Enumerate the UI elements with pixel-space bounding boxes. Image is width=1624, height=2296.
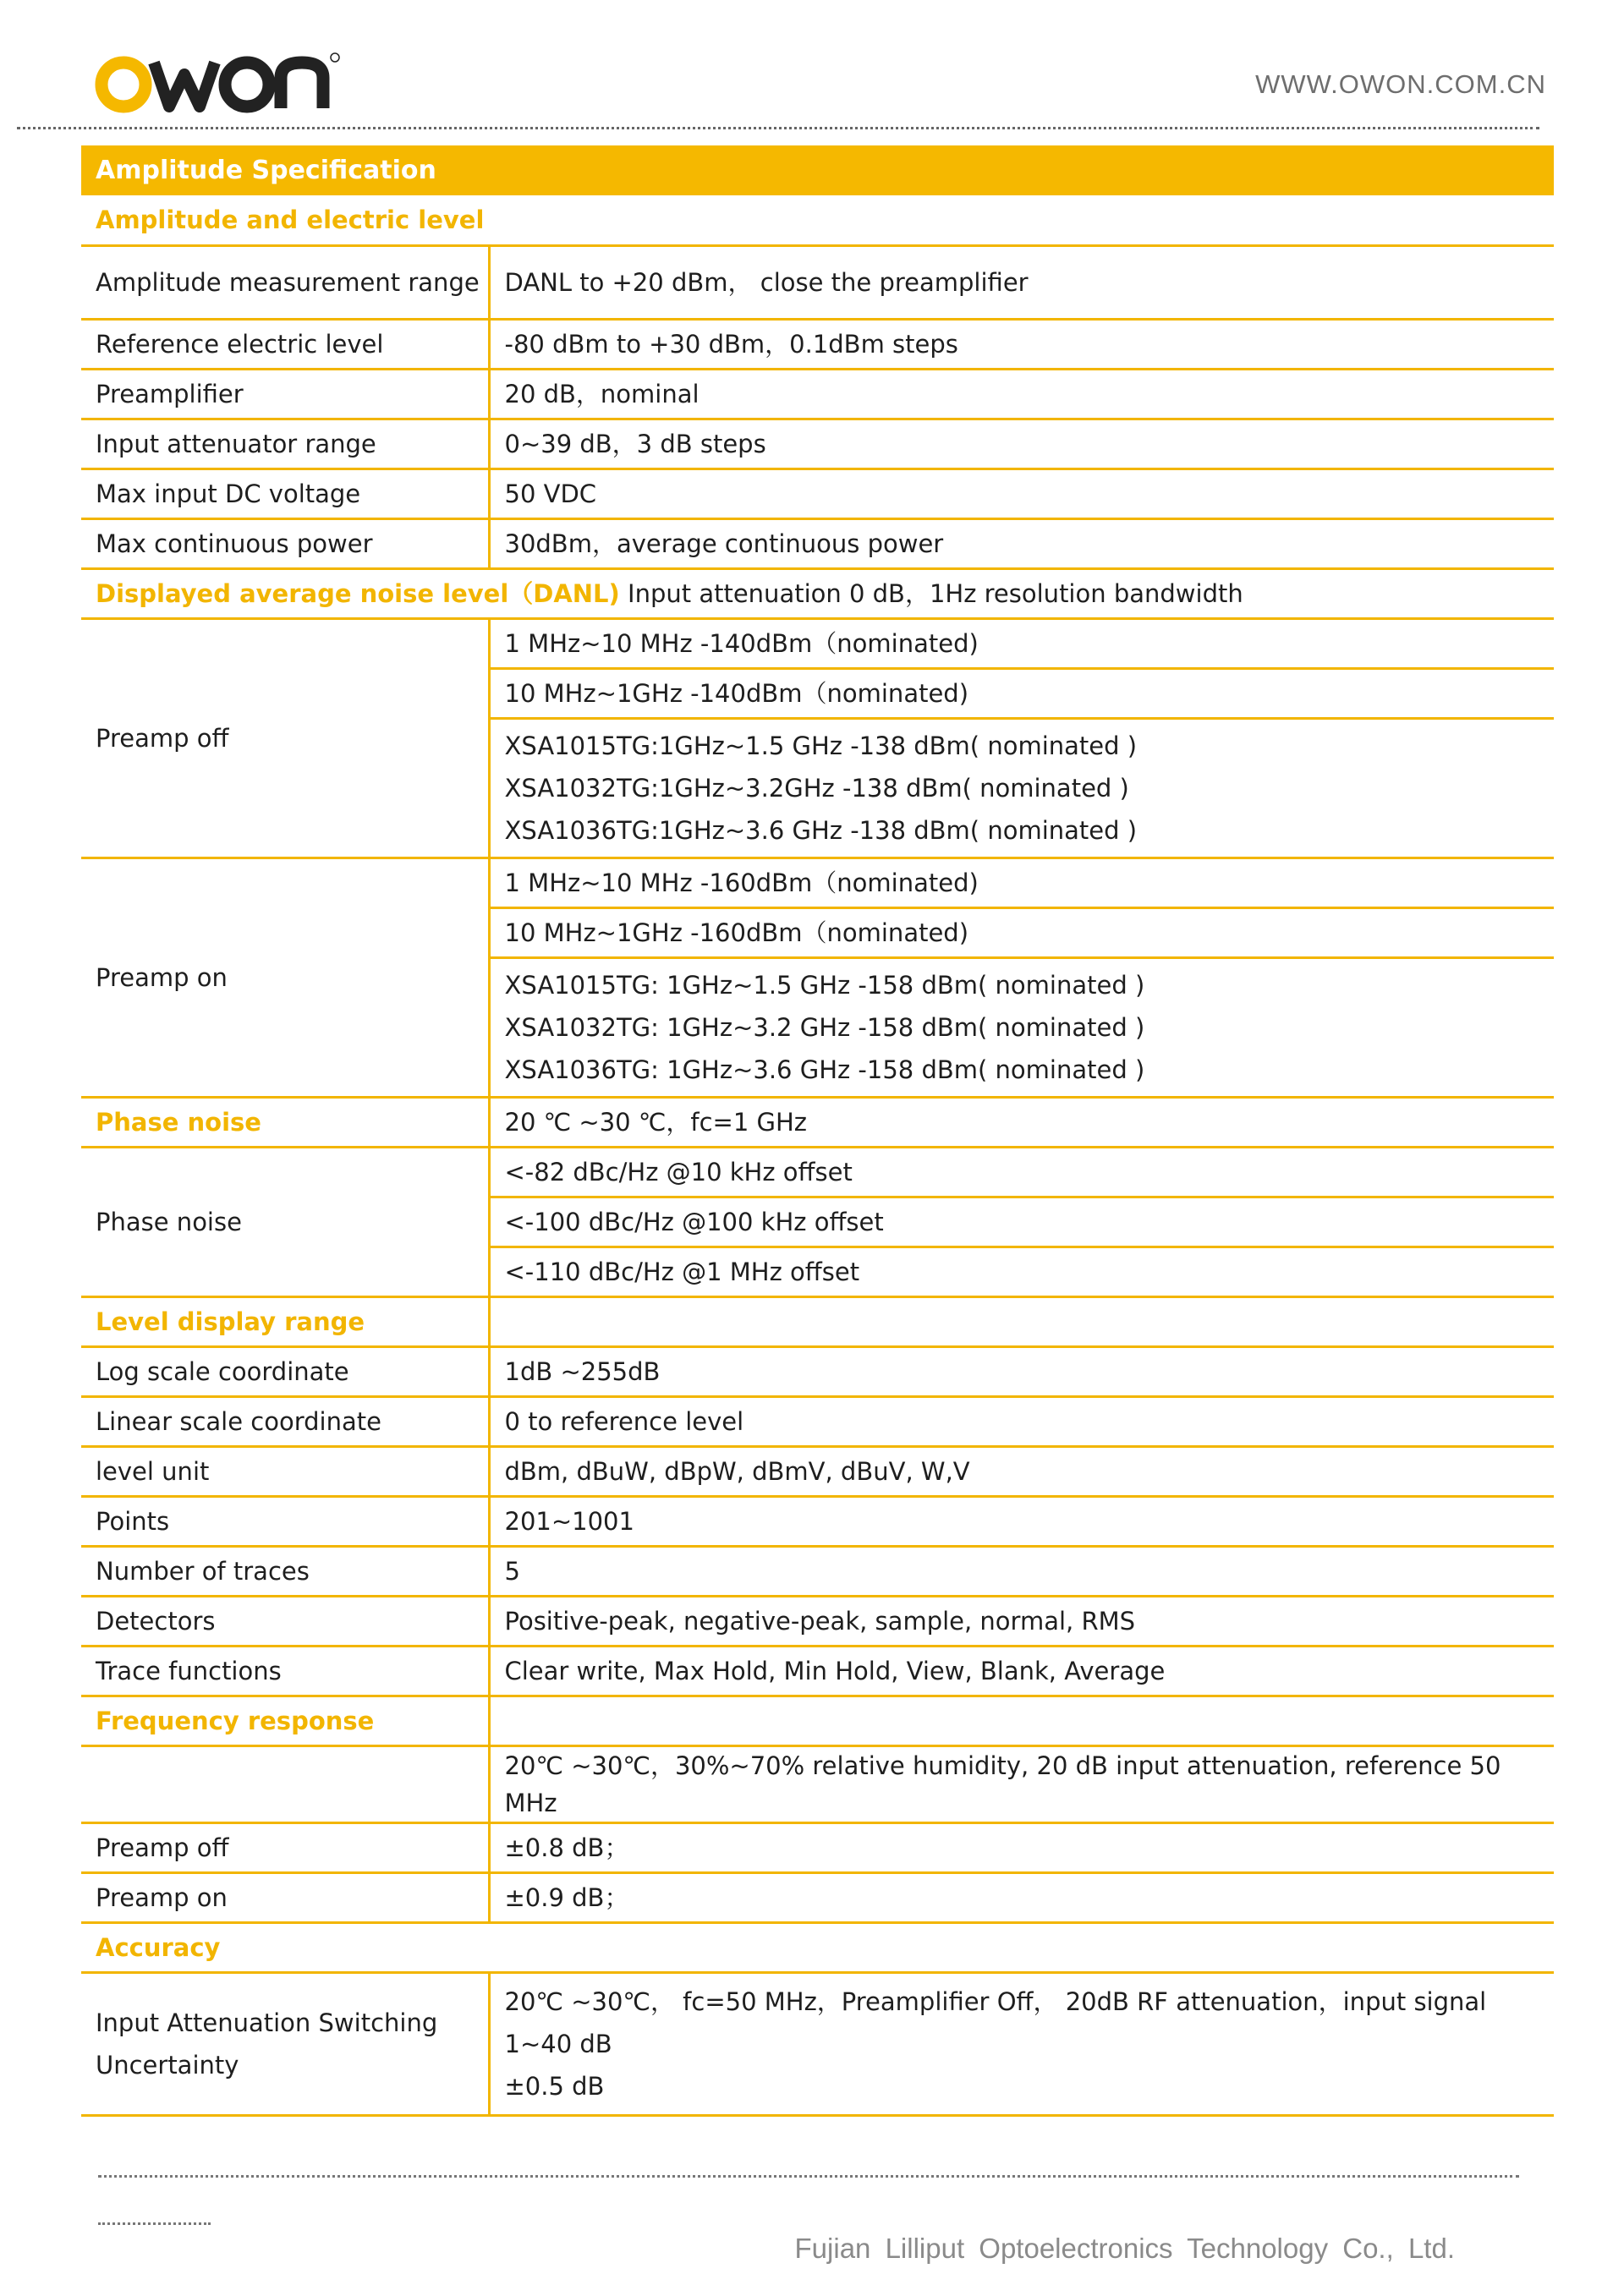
section-title-level: Level display range (81, 1296, 489, 1346)
section-note-phase: 20 ℃ ~30 ℃，fc=1 GHz (489, 1097, 1554, 1147)
section-title-danl: Displayed average noise level（DANL) (96, 578, 620, 608)
empty-cell (81, 1745, 489, 1822)
table-banner-title: Amplitude Specification (81, 145, 1554, 195)
table-row (81, 1446, 1554, 1496)
row-label: Detectors (81, 1596, 489, 1646)
table-row (81, 1822, 1554, 1872)
table-row (81, 245, 1554, 319)
row-value: 201~1001 (489, 1496, 1554, 1546)
table-row (81, 1546, 1554, 1596)
empty-cell (489, 1696, 1554, 1745)
section-row-phase (81, 1097, 1554, 1147)
row-value-models (489, 957, 1554, 1097)
section-note-freq: 20℃ ~30℃，30%~70% relative humidity, 20 dB input attenuation, reference 50 MHz (489, 1745, 1554, 1822)
empty-cell (489, 1296, 1554, 1346)
row-value: ±0.9 dB； (489, 1872, 1554, 1922)
row-label: level unit (81, 1446, 489, 1496)
row-label-line: Input Attenuation Switching (96, 2008, 438, 2037)
model-line: XSA1032TG:1GHz~3.2GHz -138 dBm( nominated ) (504, 773, 1129, 803)
section-title-freq: Frequency response (81, 1696, 489, 1745)
model-line: XSA1036TG:1GHz~3.6 GHz -138 dBm( nominated ) (504, 815, 1138, 845)
model-line: XSA1032TG: 1GHz~3.2 GHz -158 dBm( nominated ) (504, 1012, 1145, 1042)
row-label: Trace functions (81, 1646, 489, 1696)
table-row (81, 518, 1554, 568)
section-row-level (81, 1296, 1554, 1346)
table-row (81, 369, 1554, 419)
table-banner-row (81, 145, 1554, 195)
row-label-line: Uncertainty (96, 2050, 239, 2080)
row-value: <-82 dBc/Hz @10 kHz offset (489, 1147, 1554, 1197)
row-label: Preamplifier (81, 369, 489, 419)
table-row (81, 1496, 1554, 1546)
row-value: 10 MHz~1GHz -160dBm（nominated) (489, 907, 1554, 957)
row-value: 1 MHz~10 MHz -160dBm（nominated) (489, 858, 1554, 907)
section-title-phase: Phase noise (81, 1097, 489, 1147)
section-title-accuracy: Accuracy (81, 1922, 1554, 1972)
row-value: 0 to reference level (489, 1396, 1554, 1446)
row-label: Max continuous power (81, 518, 489, 568)
footer-divider (98, 2175, 1519, 2178)
row-label-preamp-off: Preamp off (81, 618, 489, 858)
table-row (81, 319, 1554, 369)
row-label: Points (81, 1496, 489, 1546)
row-value: Clear write, Max Hold, Min Hold, View, Blank, Average (489, 1646, 1554, 1696)
table-row (81, 1346, 1554, 1396)
header-divider (17, 127, 1539, 129)
row-label: Amplitude measurement range (81, 245, 489, 319)
section-note-danl: Input attenuation 0 dB，1Hz resolution bandwidth (628, 578, 1243, 608)
row-value-accuracy (489, 1972, 1554, 2115)
row-value-models (489, 718, 1554, 858)
section-cell-danl (81, 568, 1554, 618)
model-line: XSA1036TG: 1GHz~3.6 GHz -158 dBm( nominated ) (504, 1055, 1145, 1084)
section-title-amplitude: Amplitude and electric level (81, 195, 1554, 245)
row-label: Number of traces (81, 1546, 489, 1596)
row-value: 0~39 dB，3 dB steps (489, 419, 1554, 469)
row-value: 10 MHz~1GHz -140dBm（nominated) (489, 668, 1554, 718)
table-row (81, 618, 1554, 668)
row-value: -80 dBm to +30 dBm，0.1dBm steps (489, 319, 1554, 369)
row-label-accuracy (81, 1972, 489, 2115)
row-value: 1dB ~255dB (489, 1346, 1554, 1396)
table-row (81, 1972, 1554, 2115)
row-label: Preamp on (81, 1872, 489, 1922)
model-line: XSA1015TG: 1GHz~1.5 GHz -158 dBm( nominated ) (504, 970, 1145, 1000)
row-label: Input attenuator range (81, 419, 489, 469)
row-value: <-110 dBc/Hz @1 MHz offset (489, 1247, 1554, 1296)
table-row (81, 1396, 1554, 1446)
table-row (81, 419, 1554, 469)
footer-divider-short (98, 2222, 211, 2225)
row-value: 5 (489, 1546, 1554, 1596)
row-value: dBm, dBuW, dBpW, dBmV, dBuV, W,V (489, 1446, 1554, 1496)
row-label: Log scale coordinate (81, 1346, 489, 1396)
row-label-phase-noise: Phase noise (81, 1147, 489, 1296)
row-value-line: 20℃ ~30℃， fc=50 MHz，Preamplifier Off， 20dB RF attenuation，input signal 1~40 dB (504, 1986, 1487, 2058)
row-value: ±0.8 dB； (489, 1822, 1554, 1872)
table-row (81, 1745, 1554, 1822)
row-value: 20 dB，nominal (489, 369, 1554, 419)
row-value: DANL to +20 dBm， close the preamplifier (489, 245, 1554, 319)
company-name: Fujian Lilliput Optoelectronics Technology Co., Ltd. (794, 2233, 1455, 2264)
table-row (81, 1596, 1554, 1646)
table-row (81, 469, 1554, 518)
model-line: XSA1015TG:1GHz~1.5 GHz -138 dBm( nominated ) (504, 731, 1138, 760)
row-value: 50 VDC (489, 469, 1554, 518)
row-value: 30dBm，average continuous power (489, 518, 1554, 568)
section-row-freq (81, 1696, 1554, 1745)
row-value: <-100 dBc/Hz @100 kHz offset (489, 1197, 1554, 1247)
website-url[interactable]: WWW.OWON.COM.CN (1255, 69, 1546, 99)
amplitude-spec-table (81, 145, 1554, 2117)
table-row (81, 1872, 1554, 1922)
row-label: Linear scale coordinate (81, 1396, 489, 1446)
row-value: 1 MHz~10 MHz -140dBm（nominated) (489, 618, 1554, 668)
table-row (81, 858, 1554, 907)
row-label: Reference electric level (81, 319, 489, 369)
row-value: Positive-peak, negative-peak, sample, normal, RMS (489, 1596, 1554, 1646)
row-label: Preamp off (81, 1822, 489, 1872)
row-value-line: ±0.5 dB (504, 2071, 605, 2101)
row-label: Max input DC voltage (81, 469, 489, 518)
row-label-preamp-on: Preamp on (81, 858, 489, 1097)
owon-logo (95, 49, 340, 113)
section-row-danl (81, 568, 1554, 618)
section-row-accuracy (81, 1922, 1554, 1972)
table-row (81, 1147, 1554, 1197)
table-row (81, 1646, 1554, 1696)
section-row-amplitude (81, 195, 1554, 245)
